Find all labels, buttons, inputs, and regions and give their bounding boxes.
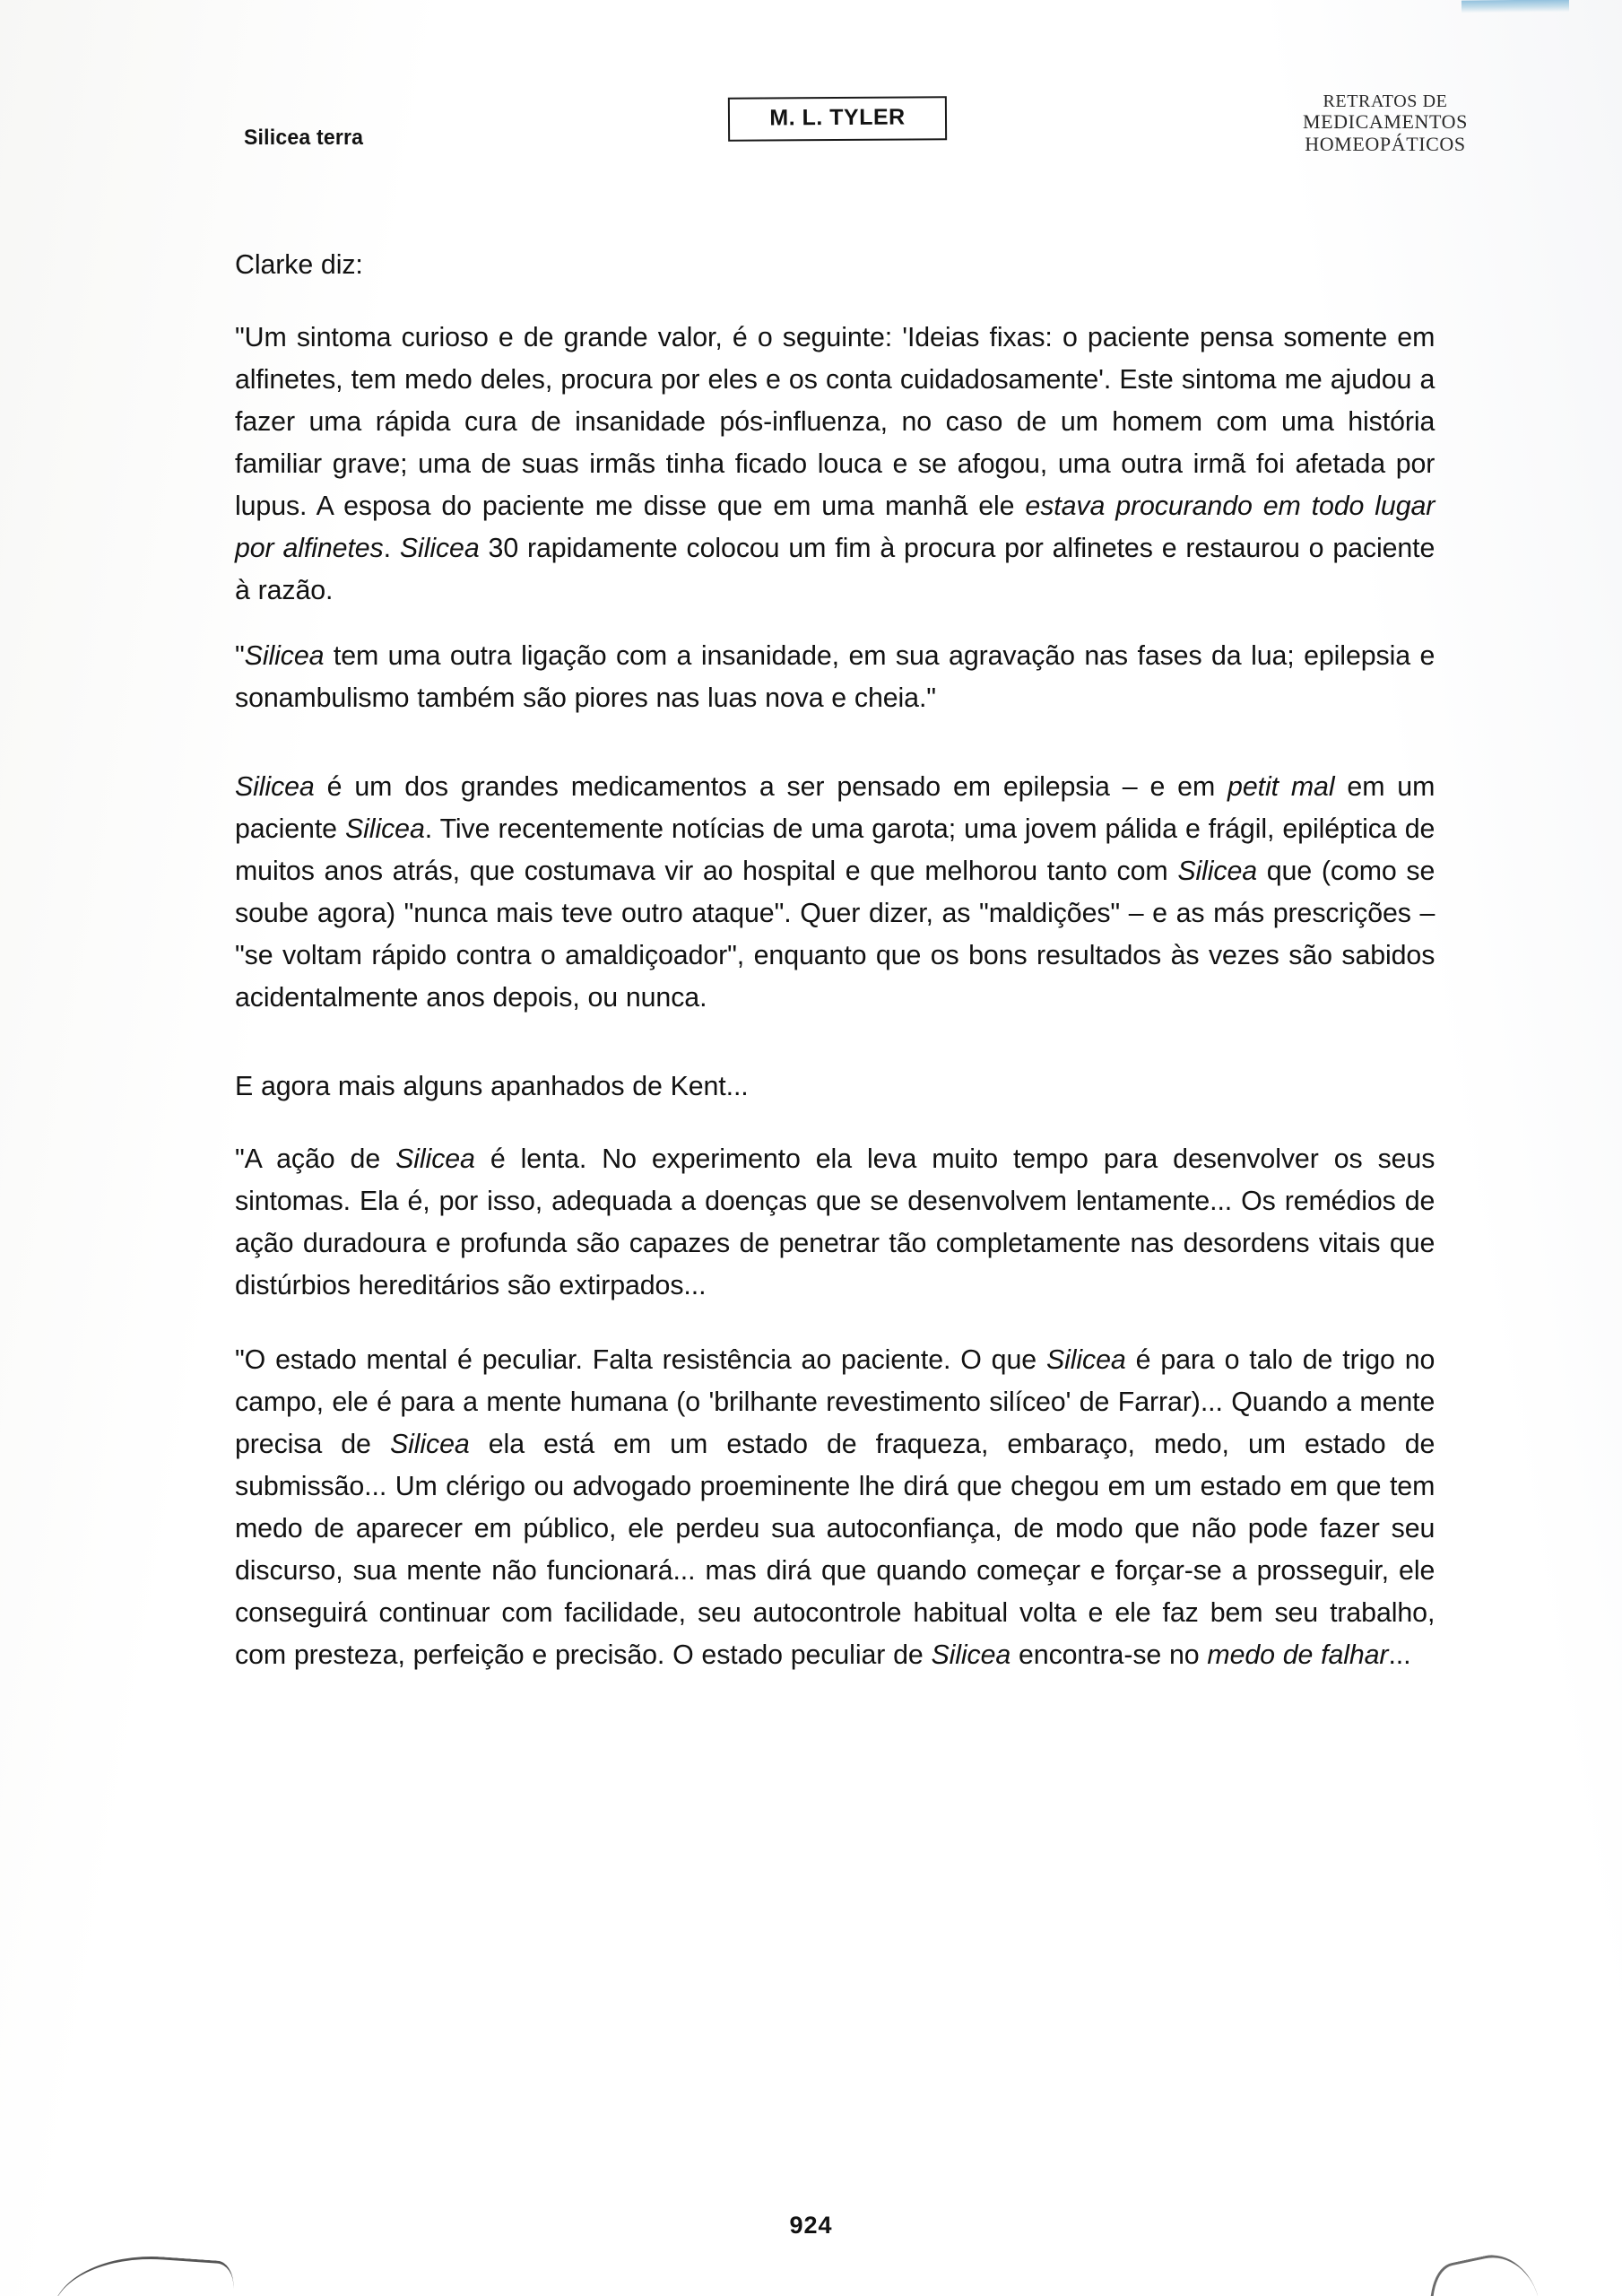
text-run-italic: Silicea [399,533,480,563]
text-run-italic: petit mal [1227,771,1335,802]
page-number: 924 [789,2212,833,2239]
scan-corner-artifact-left [52,2249,236,2296]
text-run-italic: Silicea [1045,1344,1126,1375]
text-run: ela está em um estado de fraqueza, embaraço, medo, um estado de submissão... Um clérigo ou advogado proeminente lhe dirá que chegou em um estado em que tem medo de aparecer em público, ele perdeu sua autoconfiança, de modo que não pode fazer seu discurso, sua mente não funcionará... mas dirá que quando começar e forçar-se a prosseguir, ele conseguirá continuar com facilidade, seu autocontrole habitual volta e ele faz bem seu trabalho, com presteza, perfeição e precisão. O estado peculiar de [235,1429,1436,1670]
paragraph-epilepsy [235,766,1435,1019]
text-run: tem uma outra ligação com a insanidade, em sua agravação nas fases da lua; epilepsia e sonambulismo também são piores nas luas nova e cheia." [235,640,1436,713]
text-run: "A ação de [235,1144,396,1174]
paragraph-clarke-quote-1 [235,317,1435,612]
running-head-remedy-name: Silicea terra [244,126,364,150]
text-run: é um dos grandes medicamentos a ser pensado em epilepsia – e em [314,771,1228,802]
text-run: encontra-se no [1010,1639,1208,1670]
text-run: . [383,533,400,563]
paragraph-clarke-quote-2 [235,635,1435,719]
text-run-italic: Silicea [395,1144,475,1174]
text-run: "O estado mental é peculiar. Falta resistência ao paciente. O que [235,1344,1046,1375]
text-run-italic: Silicea [389,1429,470,1459]
page-header [0,88,1622,160]
paragraph-kent-intro: E agora mais alguns apanhados de Kent... [235,1071,749,1101]
text-run: 30 rapidamente colocou um fim à procura por alfinetes e restaurou o paciente à razão. [235,533,1436,605]
text-run: é lenta. No experimento ela leva muito tempo para desenvolver os seus sintomas. Ela é, por isso, adequada a doenças que se desenvolvem lentamente... Os remédios de ação duradoura e profunda são capazes de penetrar tão completamente nas desordens vitais que distúrbios hereditários são extirpados... [235,1144,1436,1300]
text-run: " [235,640,245,671]
paragraph-kent-quote-2 [235,1339,1435,1676]
text-run: "Um sintoma curioso e de grande valor, é o seguinte: 'Ideias fixas: o paciente pensa somente em alfinetes, tem medo deles, procura por eles e os conta cuidadosamente'. Este sintoma me ajudou a fazer uma rápida cura de insanidade pós-influenza, no caso de um homem com uma história familiar grave; uma de suas irmãs tinha ficado louca e se afogou, uma outra irmã foi afetada por lupus. A esposa do paciente me disse que em uma manhã ele [235,322,1436,521]
text-run-italic: Silicea [345,813,425,844]
text-run-italic: estava procurando em todo lugar por alfinetes [235,491,1436,563]
publisher-imprint-line-1: RETRATOS DE [1323,91,1448,111]
text-run-italic: medo de falhar [1207,1639,1389,1670]
publisher-imprint-line-3: HOMEOPÁTICOS [1305,133,1466,156]
paragraph-kent-quote-1 [235,1138,1435,1307]
publisher-imprint [1303,91,1468,156]
text-run-italic: Silicea [931,1639,1011,1670]
publisher-imprint-line-2: MEDICAMENTOS [1302,110,1468,134]
text-run: . Tive recentemente notícias de uma garota; uma jovem pálida e frágil, epiléptica de muitos anos atrás, que costumava vir ao hospital e que melhorou tanto com [235,813,1436,886]
scan-corner-artifact-right [1419,2247,1541,2296]
text-run: que (como se soube agora) "nunca mais teve outro ataque". Quer dizer, as "maldições" – e as más prescrições – "se voltam rápido contra o amaldiçoador", enquanto que os bons resultados às vezes são sabidos acidentalmente anos depois, ou nunca. [235,856,1436,1013]
text-run: em um paciente [235,771,1436,844]
text-run-italic: Silicea [235,771,315,802]
text-run-italic: Silicea [1177,856,1258,886]
body-text-column [235,244,1441,1700]
paragraph-clarke-intro: Clarke diz: [235,249,363,280]
text-run-italic: Silicea [244,640,325,671]
text-run: ... [1388,1639,1411,1670]
text-run: é para o talo de trigo no campo, ele é para a mente humana (o 'brilhante revestimento silíceo' de Farrar)... Quando a mente precisa de [235,1344,1436,1459]
author-name-box: M. L. TYLER [728,96,947,141]
scan-edge-artifact [1462,0,1569,13]
